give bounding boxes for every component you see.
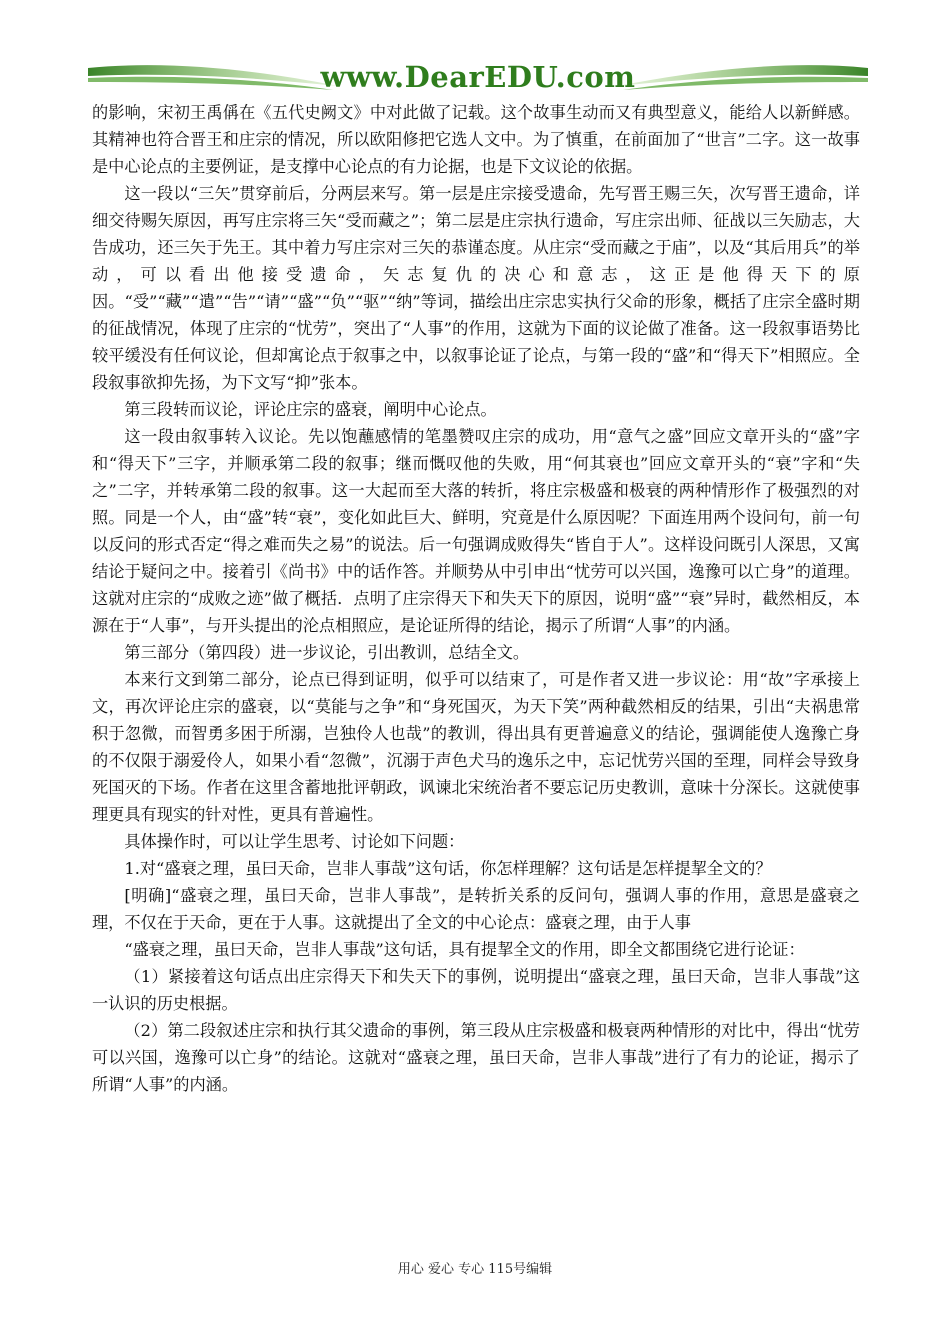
site-header (88, 56, 868, 102)
paragraph: 第三段转而议论，评论庄宗的盛衰，阐明中心论点。 (124, 400, 497, 419)
answer-point-2: （2）第二段叙述庄宗和执行其父遗命的事例，第三段从庄宗极盛和极衰两种情形的对比中，得出“忧劳可以兴国，逸豫可以亡身”的结论。这就对“盛衰之理，虽曰天命，岂非人事哉”进行了有力的论证，揭示了所谓“人事”的内涵。 (92, 1021, 860, 1094)
question-1: 1.对“盛衰之理，虽曰天命，岂非人事哉”这句话，你怎样理解？这句话是怎样提挈全文的？ (124, 859, 772, 878)
answer-paragraph: “盛衰之理，虽曰天命，岂非人事哉”这句话，具有提挈全文的作用，即全文都围绕它进行论证： (124, 940, 805, 959)
answer-point-1: （1）紧接着这句话点出庄宗得天下和失天下的事例，说明提出“盛衰之理，虽曰天命，岂非人事哉”这一认识的历史根据。 (92, 967, 860, 1013)
paragraph: 这一段以“三矢”贯穿前后，分两层来写。第一层是庄宗接受遗命，先写晋王赐三矢，次写晋王遗命，详细交待赐矢原因，再写庄宗将三矢“受而藏之”；第二层是庄宗执行遗命，写庄宗出师、征战以三矢励志，大告成功，还三矢于先王。其中着力写庄宗对三矢的恭谨态度。从庄宗“受而藏之于庙”，以及“其后用兵”的举动，可以看出他接受遗命，矢志复仇的决心和意志，这正是他得天下的原因。“受”“藏”“遣”“告”“请”“盛”“负”“驱”“纳”等词，描绘出庄宗忠实执行父命的形象，概括了庄宗全盛时期的征战情况，体现了庄宗的“忧劳”，突出了“人事”的作用，这就为下面的议论做了准备。这一段叙事语势比较平缓没有任何议论，但却寓论点于叙事之中，以叙事论证了论点，与第一段的“盛”和“得天下”相照应。全段叙事欲抑先扬，为下文写“抑”张本。 (92, 184, 860, 392)
article-body (92, 99, 860, 1098)
paragraph: 第三部分（第四段）进一步议论，引出教训，总结全文。 (124, 643, 530, 662)
page-footer: 用心 爱心 专心 115号编辑 (397, 1262, 553, 1277)
paragraph: 这一段由叙事转入议论。先以饱蘸感情的笔墨赞叹庄宗的成功，用“意气之盛”回应文章开头的“盛”字和“得天下”三字，并顺承第二段的叙事；继而慨叹他的失败，用“何其衰也”回应文章开头的“衰”字和“失之”二字，并转承第二段的叙事。这一大起而至大落的转折，将庄宗极盛和极衰的两种情形作了极强烈的对照。同是一个人，由“盛”转“衰”，变化如此巨大、鲜明，究竟是什么原因呢？下面连用两个设问句，前一句以反问的形式否定“得之难而失之易”的说法。后一句强调成败得失“皆自于人”。这样设问既引人深思，又寓结论于疑问之中。接着引《尚书》中的话作答。并顺势从中引申出“忧劳可以兴国，逸豫可以亡身”的道理。这就对庄宗的“成败之迹”做了概括．点明了庄宗得天下和失天下的原因，说明“盛”“衰”异时，截然相反，本源在于“人事”，与开头提出的沦点相照应，是论证所得的结论，揭示了所谓“人事”的内涵。 (92, 427, 860, 635)
paragraph: 本来行文到第二部分，论点已得到证明，似乎可以结束了，可是作者又进一步议论：用“故”字承接上文，再次评论庄宗的盛衰，以“莫能与之争”和“身死国灭，为天下笑”两种截然相反的结果，引出“夫祸患常积于忽微，而智勇多困于所溺，岂独伶人也哉”的教训，得出具有更普遍意义的结论，强调能使人逸豫亡身的不仅限于溺爱伶人，如果小看“忽微”，沉溺于声色犬马的逸乐之中，忘记忧劳兴国的至理，同样会导致身死国灭的下场。作者在这里含蓄地批评朝政，讽谏北宋统治者不要忘记历史教训，意味十分深长。这就使事理更具有现实的针对性，更具有普遍性。 (92, 670, 860, 824)
site-logo-text: www.DearEDU.com (320, 60, 636, 94)
paragraph: 具体操作时，可以让学生思考、讨论如下问题： (124, 832, 465, 851)
paragraph-continuation: 的影响，宋初王禹偁在《五代史阙文》中对此做了记载。这个故事生动而又有典型意义，能给人以新鲜感。其精神也符合晋王和庄宗的情况，所以欧阳修把它选人文中。为了慎重，在前面加了“世言”二字。这一故事是中心论点的主要例证，是支撑中心论点的有力论据，也是下文议论的依据。 (92, 103, 860, 176)
answer-paragraph: [明确]“盛衰之理，虽曰天命，岂非人事哉”，是转折关系的反问句，强调人事的作用，意思是盛衰之理，不仅在于天命，更在于人事。这就提出了全文的中心论点：盛衰之理，由于人事 (92, 886, 860, 932)
